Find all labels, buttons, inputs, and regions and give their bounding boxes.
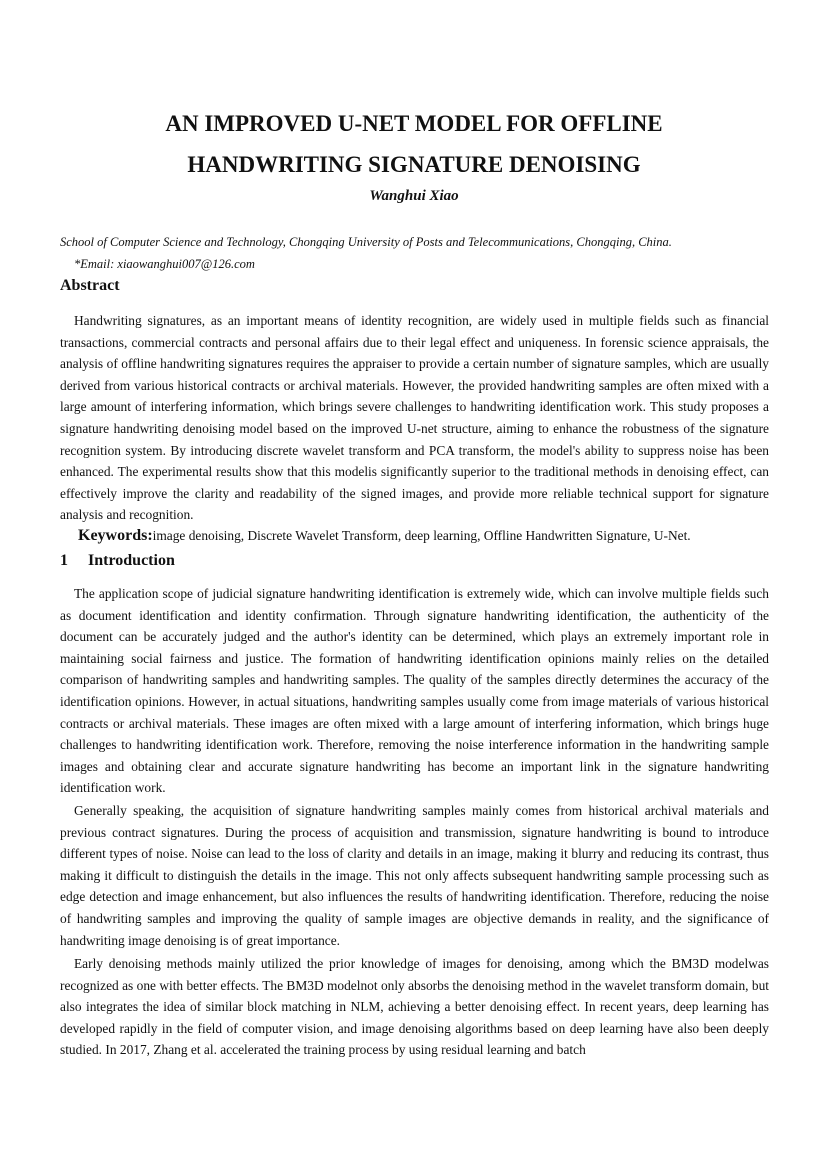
introduction-heading: Introduction xyxy=(88,552,175,569)
keywords-list: image denoising, Discrete Wavelet Transform, deep learning, Offline Handwritten Signature, U-Net. xyxy=(152,528,691,543)
keywords-line xyxy=(78,528,691,544)
abstract-heading: Abstract xyxy=(60,277,120,294)
section-number: 1 xyxy=(60,552,68,569)
abstract-text: Handwriting signatures, as an important means of identity recognition, are widely used in multiple fields such as financial transactions, commercial contracts and personal affairs due to their legal effect and uniqueness. In forensic science appraisals, the analysis of offline handwriting signatures requires the appraiser to provide a certain number of signature samples, which are usually derived from various historical contracts or archival materials. However, the provided handwriting samples are often mixed with a large amount of interfering information, which brings severe challenges to handwriting identification work. This study proposes a signature handwriting denoising model based on the improved U-net structure, aiming to enhance the robustness of the signature recognition system. By introducing discrete wavelet transform and PCA transform, the model's ability to suppress noise has been enhanced. The experimental results show that this modelis significantly superior to the traditional methods in denoising effect, can effectively improve the clarity and readability of the signed images, and provide more reliable technical support for signature analysis and recognition. xyxy=(60,313,769,523)
author-affiliation: School of Computer Science and Technology, Chongqing University of Posts and Telecommunications, Chongqing, China. xyxy=(60,235,672,249)
introduction-paragraph-3: Early denoising methods mainly utilized the prior knowledge of images for denoising, among which the BM3D modelwas recognized as one with better effects. The BM3D modelnot only absorbs the denoising method in the wavelet transform domain, but also integrates the idea of similar block matching in NLM, achieving a better denoising effect. In recent years, deep learning has developed rapidly in the field of computer vision, and image denoising algorithms based on deep learning have also been deeply studied. In 2017, Zhang et al. accelerated the training process by using residual learning and batch xyxy=(60,956,769,1058)
author-email: *Email: xiaowanghui007@126.com xyxy=(74,257,255,271)
introduction-paragraph-1: The application scope of judicial signature handwriting identification is extremely wide, which can involve multiple fields such as document identification and identity confirmation. Through signature handwriting identification, the authenticity of the document can be accurately judged and the author's identity can be determined, which plays an extremely important role in maintaining social fairness and justice. The formation of handwriting identification opinions mainly relies on the detailed comparison of handwriting samples and handwriting samples. The quality of the samples directly determines the accuracy of the identification opinions. However, in actual situations, handwriting samples usually come from image materials of various historical contracts or archival materials. These images are often mixed with a large amount of interfering information, which brings huge challenges to handwriting identification work. Therefore, removing the noise interference information in the handwriting sample images and obtaining clear and accurate signature handwriting has become an important link in the signature handwriting identification work. xyxy=(60,586,769,796)
author-name: Wanghui Xiao xyxy=(369,188,459,204)
keywords-label: Keywords: xyxy=(78,527,153,544)
paper-title-line-2: HANDWRITING SIGNATURE DENOISING xyxy=(187,152,641,177)
introduction-paragraph-2: Generally speaking, the acquisition of signature handwriting samples mainly comes from historical archival materials and previous contract signatures. During the process of acquisition and transmission, signature handwriting is bound to introduce different types of noise. Noise can lead to the loss of clarity and details in an image, making it blurry and reducing its contrast, thus making it difficult to distinguish the details in the image. This not only affects subsequent handwriting sample processing such as edge detection and image enhancement, but also influences the results of handwriting identification. Therefore, reducing the noise of handwriting samples and improving the quality of sample images are objective demands in reality, and the significance of handwriting image denoising is of great importance. xyxy=(60,803,769,948)
paper-title-line-1: AN IMPROVED U-NET MODEL FOR OFFLINE xyxy=(165,111,663,136)
